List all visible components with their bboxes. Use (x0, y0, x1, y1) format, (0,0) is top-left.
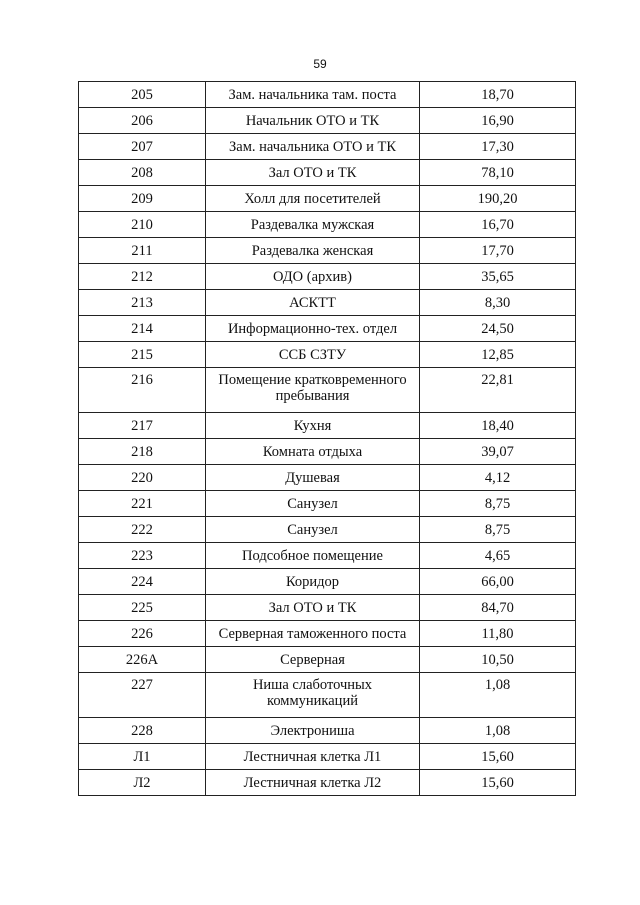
room-area-cell: 22,81 (420, 368, 576, 413)
room-area-cell: 18,40 (420, 413, 576, 439)
room-name-cell: Санузел (206, 491, 420, 517)
room-number-cell: 211 (79, 238, 206, 264)
room-area-cell: 15,60 (420, 770, 576, 796)
room-name-cell: Душевая (206, 465, 420, 491)
table-row (79, 368, 576, 413)
room-number-cell: 206 (79, 108, 206, 134)
room-number-cell: 208 (79, 160, 206, 186)
room-number-cell: 226А (79, 647, 206, 673)
table-row (79, 439, 576, 465)
room-number-cell: 205 (79, 82, 206, 108)
room-area-cell: 190,20 (420, 186, 576, 212)
table-row (79, 673, 576, 718)
table-row (79, 543, 576, 569)
room-name-cell: Зал ОТО и ТК (206, 595, 420, 621)
room-name-cell: Помещение кратковременного пребывания (206, 368, 420, 413)
room-area-cell: 8,75 (420, 517, 576, 543)
room-name-cell: Комната отдыха (206, 439, 420, 465)
room-name-cell: Лестничная клетка Л2 (206, 770, 420, 796)
room-area-cell: 11,80 (420, 621, 576, 647)
room-number-cell: 214 (79, 316, 206, 342)
table-row (79, 160, 576, 186)
page-number: 59 (313, 57, 327, 71)
room-name-cell: Холл для посетителей (206, 186, 420, 212)
room-name-cell: Начальник ОТО и ТК (206, 108, 420, 134)
table-row (79, 595, 576, 621)
room-area-cell: 17,70 (420, 238, 576, 264)
room-name-cell: ССБ СЗТУ (206, 342, 420, 368)
room-name-cell: АСКТТ (206, 290, 420, 316)
room-area-cell: 78,10 (420, 160, 576, 186)
room-name-cell: Раздевалка женская (206, 238, 420, 264)
room-number-cell: 222 (79, 517, 206, 543)
room-area-cell: 66,00 (420, 569, 576, 595)
table-row (79, 342, 576, 368)
room-name-cell: Раздевалка мужская (206, 212, 420, 238)
room-name-cell: Зал ОТО и ТК (206, 160, 420, 186)
room-name-cell: Зам. начальника ОТО и ТК (206, 134, 420, 160)
room-area-cell: 1,08 (420, 718, 576, 744)
table-row (79, 212, 576, 238)
room-area-cell: 8,75 (420, 491, 576, 517)
room-area-cell: 10,50 (420, 647, 576, 673)
room-number-cell: 225 (79, 595, 206, 621)
table-row (79, 134, 576, 160)
table-row (79, 491, 576, 517)
room-number-cell: 228 (79, 718, 206, 744)
room-name-cell: Информационно-тех. отдел (206, 316, 420, 342)
room-number-cell: 207 (79, 134, 206, 160)
room-number-cell: 209 (79, 186, 206, 212)
table-row (79, 770, 576, 796)
table-row (79, 413, 576, 439)
table-row (79, 108, 576, 134)
room-area-cell: 4,65 (420, 543, 576, 569)
room-area-cell: 16,70 (420, 212, 576, 238)
room-name-cell: Коридор (206, 569, 420, 595)
room-number-cell: 216 (79, 368, 206, 413)
room-number-cell: 212 (79, 264, 206, 290)
table-row (79, 744, 576, 770)
room-area-cell: 84,70 (420, 595, 576, 621)
table-row (79, 316, 576, 342)
table-row (79, 718, 576, 744)
room-area-cell: 39,07 (420, 439, 576, 465)
room-name-cell: Зам. начальника там. поста (206, 82, 420, 108)
table-row (79, 290, 576, 316)
room-number-cell: 218 (79, 439, 206, 465)
room-name-cell: Серверная таможенного поста (206, 621, 420, 647)
room-name-cell: Электрониша (206, 718, 420, 744)
room-area-cell: 8,30 (420, 290, 576, 316)
room-area-cell: 12,85 (420, 342, 576, 368)
table-row (79, 517, 576, 543)
table-row (79, 186, 576, 212)
room-number-cell: 215 (79, 342, 206, 368)
room-name-cell: Подсобное помещение (206, 543, 420, 569)
room-area-cell: 16,90 (420, 108, 576, 134)
table-row (79, 621, 576, 647)
room-area-cell: 4,12 (420, 465, 576, 491)
room-area-cell: 15,60 (420, 744, 576, 770)
room-area-cell: 18,70 (420, 82, 576, 108)
room-area-cell: 35,65 (420, 264, 576, 290)
table-row (79, 569, 576, 595)
room-name-cell: ОДО (архив) (206, 264, 420, 290)
room-number-cell: 221 (79, 491, 206, 517)
room-number-cell: 213 (79, 290, 206, 316)
room-number-cell: 217 (79, 413, 206, 439)
room-number-cell: 220 (79, 465, 206, 491)
table-row (79, 465, 576, 491)
table-row (79, 238, 576, 264)
room-name-cell: Санузел (206, 517, 420, 543)
room-name-cell: Серверная (206, 647, 420, 673)
room-area-cell: 1,08 (420, 673, 576, 718)
room-name-cell: Ниша слаботочных коммуникаций (206, 673, 420, 718)
room-area-cell: 17,30 (420, 134, 576, 160)
table-row (79, 647, 576, 673)
rooms-table-body (79, 82, 576, 796)
room-number-cell: 223 (79, 543, 206, 569)
room-area-cell: 24,50 (420, 316, 576, 342)
room-number-cell: 226 (79, 621, 206, 647)
table-row (79, 82, 576, 108)
room-name-cell: Кухня (206, 413, 420, 439)
room-name-cell: Лестничная клетка Л1 (206, 744, 420, 770)
table-row (79, 264, 576, 290)
room-number-cell: Л1 (79, 744, 206, 770)
room-number-cell: Л2 (79, 770, 206, 796)
room-number-cell: 227 (79, 673, 206, 718)
rooms-table (78, 81, 576, 796)
room-number-cell: 210 (79, 212, 206, 238)
room-number-cell: 224 (79, 569, 206, 595)
